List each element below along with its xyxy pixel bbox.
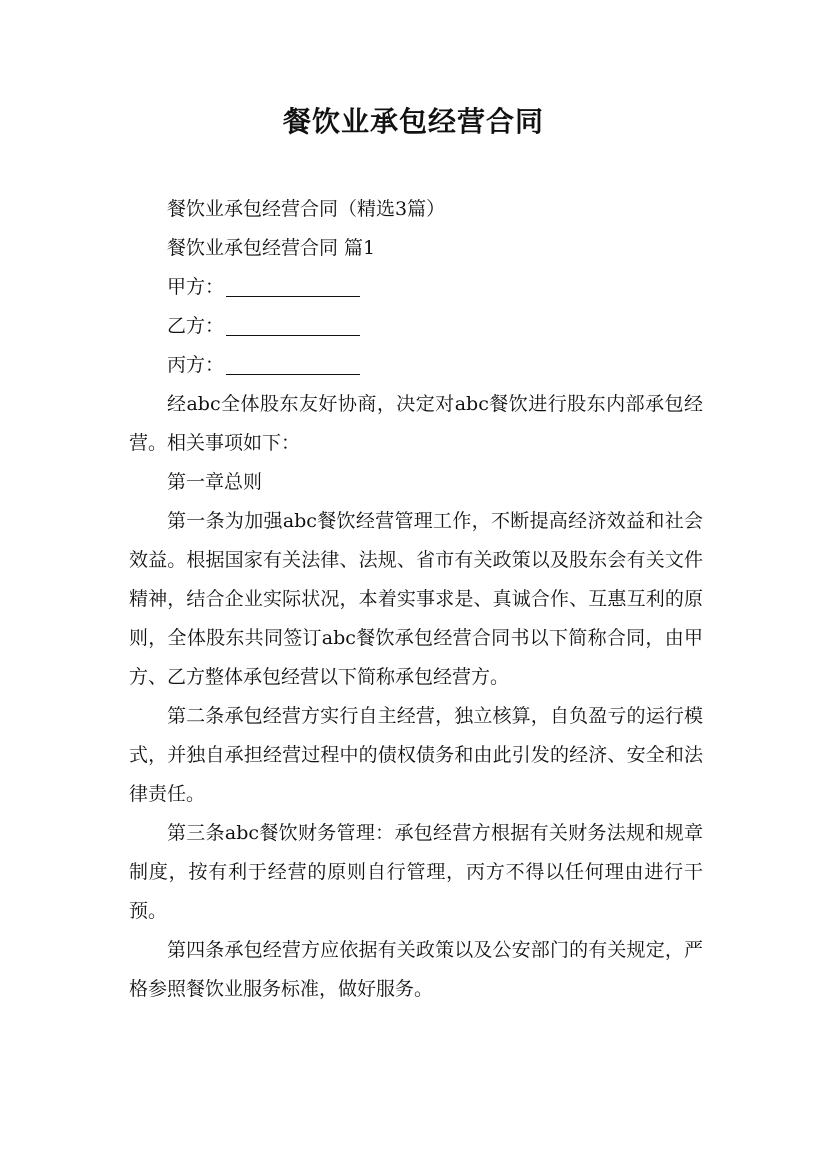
paragraph: 第一条为加强abc餐饮经营管理工作，不断提高经济效益和社会效益。根据国家有关法律、法规、省市有关政策以及股东会有关文件精神，结合企业实际状况，本着实事求是、真诚合作、互惠互利的原则，全体股东共同签订abc餐饮承包经营合同书以下简称合同，由甲方、乙方整体承包经营以下简称承包经营方。 (129, 510, 703, 688)
paragraph: 餐饮业承包经营合同（精选3篇） (167, 198, 446, 220)
chapter-heading: 第一章总则 (167, 471, 263, 493)
party-a-line (129, 268, 703, 307)
party-b-line (129, 307, 703, 346)
paragraph: 第四条承包经营方应依据有关政策以及公安部门的有关规定，严格参照餐饮业服务标准，做好服务。 (129, 939, 703, 1000)
paragraph: 第三条abc餐饮财务管理：承包经营方根据有关财务法规和规章制度，按有利于经营的原则自行管理，丙方不得以任何理由进行干预。 (129, 822, 703, 922)
party-a-label: 甲方： (167, 276, 225, 298)
document-title: 餐饮业承包经营合同 (282, 105, 544, 138)
party-a-blank (226, 272, 360, 297)
party-c-blank (226, 350, 360, 375)
paragraph: 第二条承包经营方实行自主经营，独立核算，自负盈亏的运行模式，并独自承担经营过程中的债权债务和由此引发的经济、安全和法律责任。 (129, 705, 703, 805)
party-b-blank (226, 311, 360, 336)
party-c-label: 丙方： (167, 354, 225, 376)
paragraph: 餐饮业承包经营合同 篇1 (167, 237, 376, 259)
party-c-line (129, 346, 703, 385)
document-body (129, 190, 703, 1009)
paragraph: 经abc全体股东友好协商，决定对abc餐饮进行股东内部承包经营。相关事项如下： (129, 393, 703, 454)
party-b-label: 乙方： (167, 315, 225, 337)
